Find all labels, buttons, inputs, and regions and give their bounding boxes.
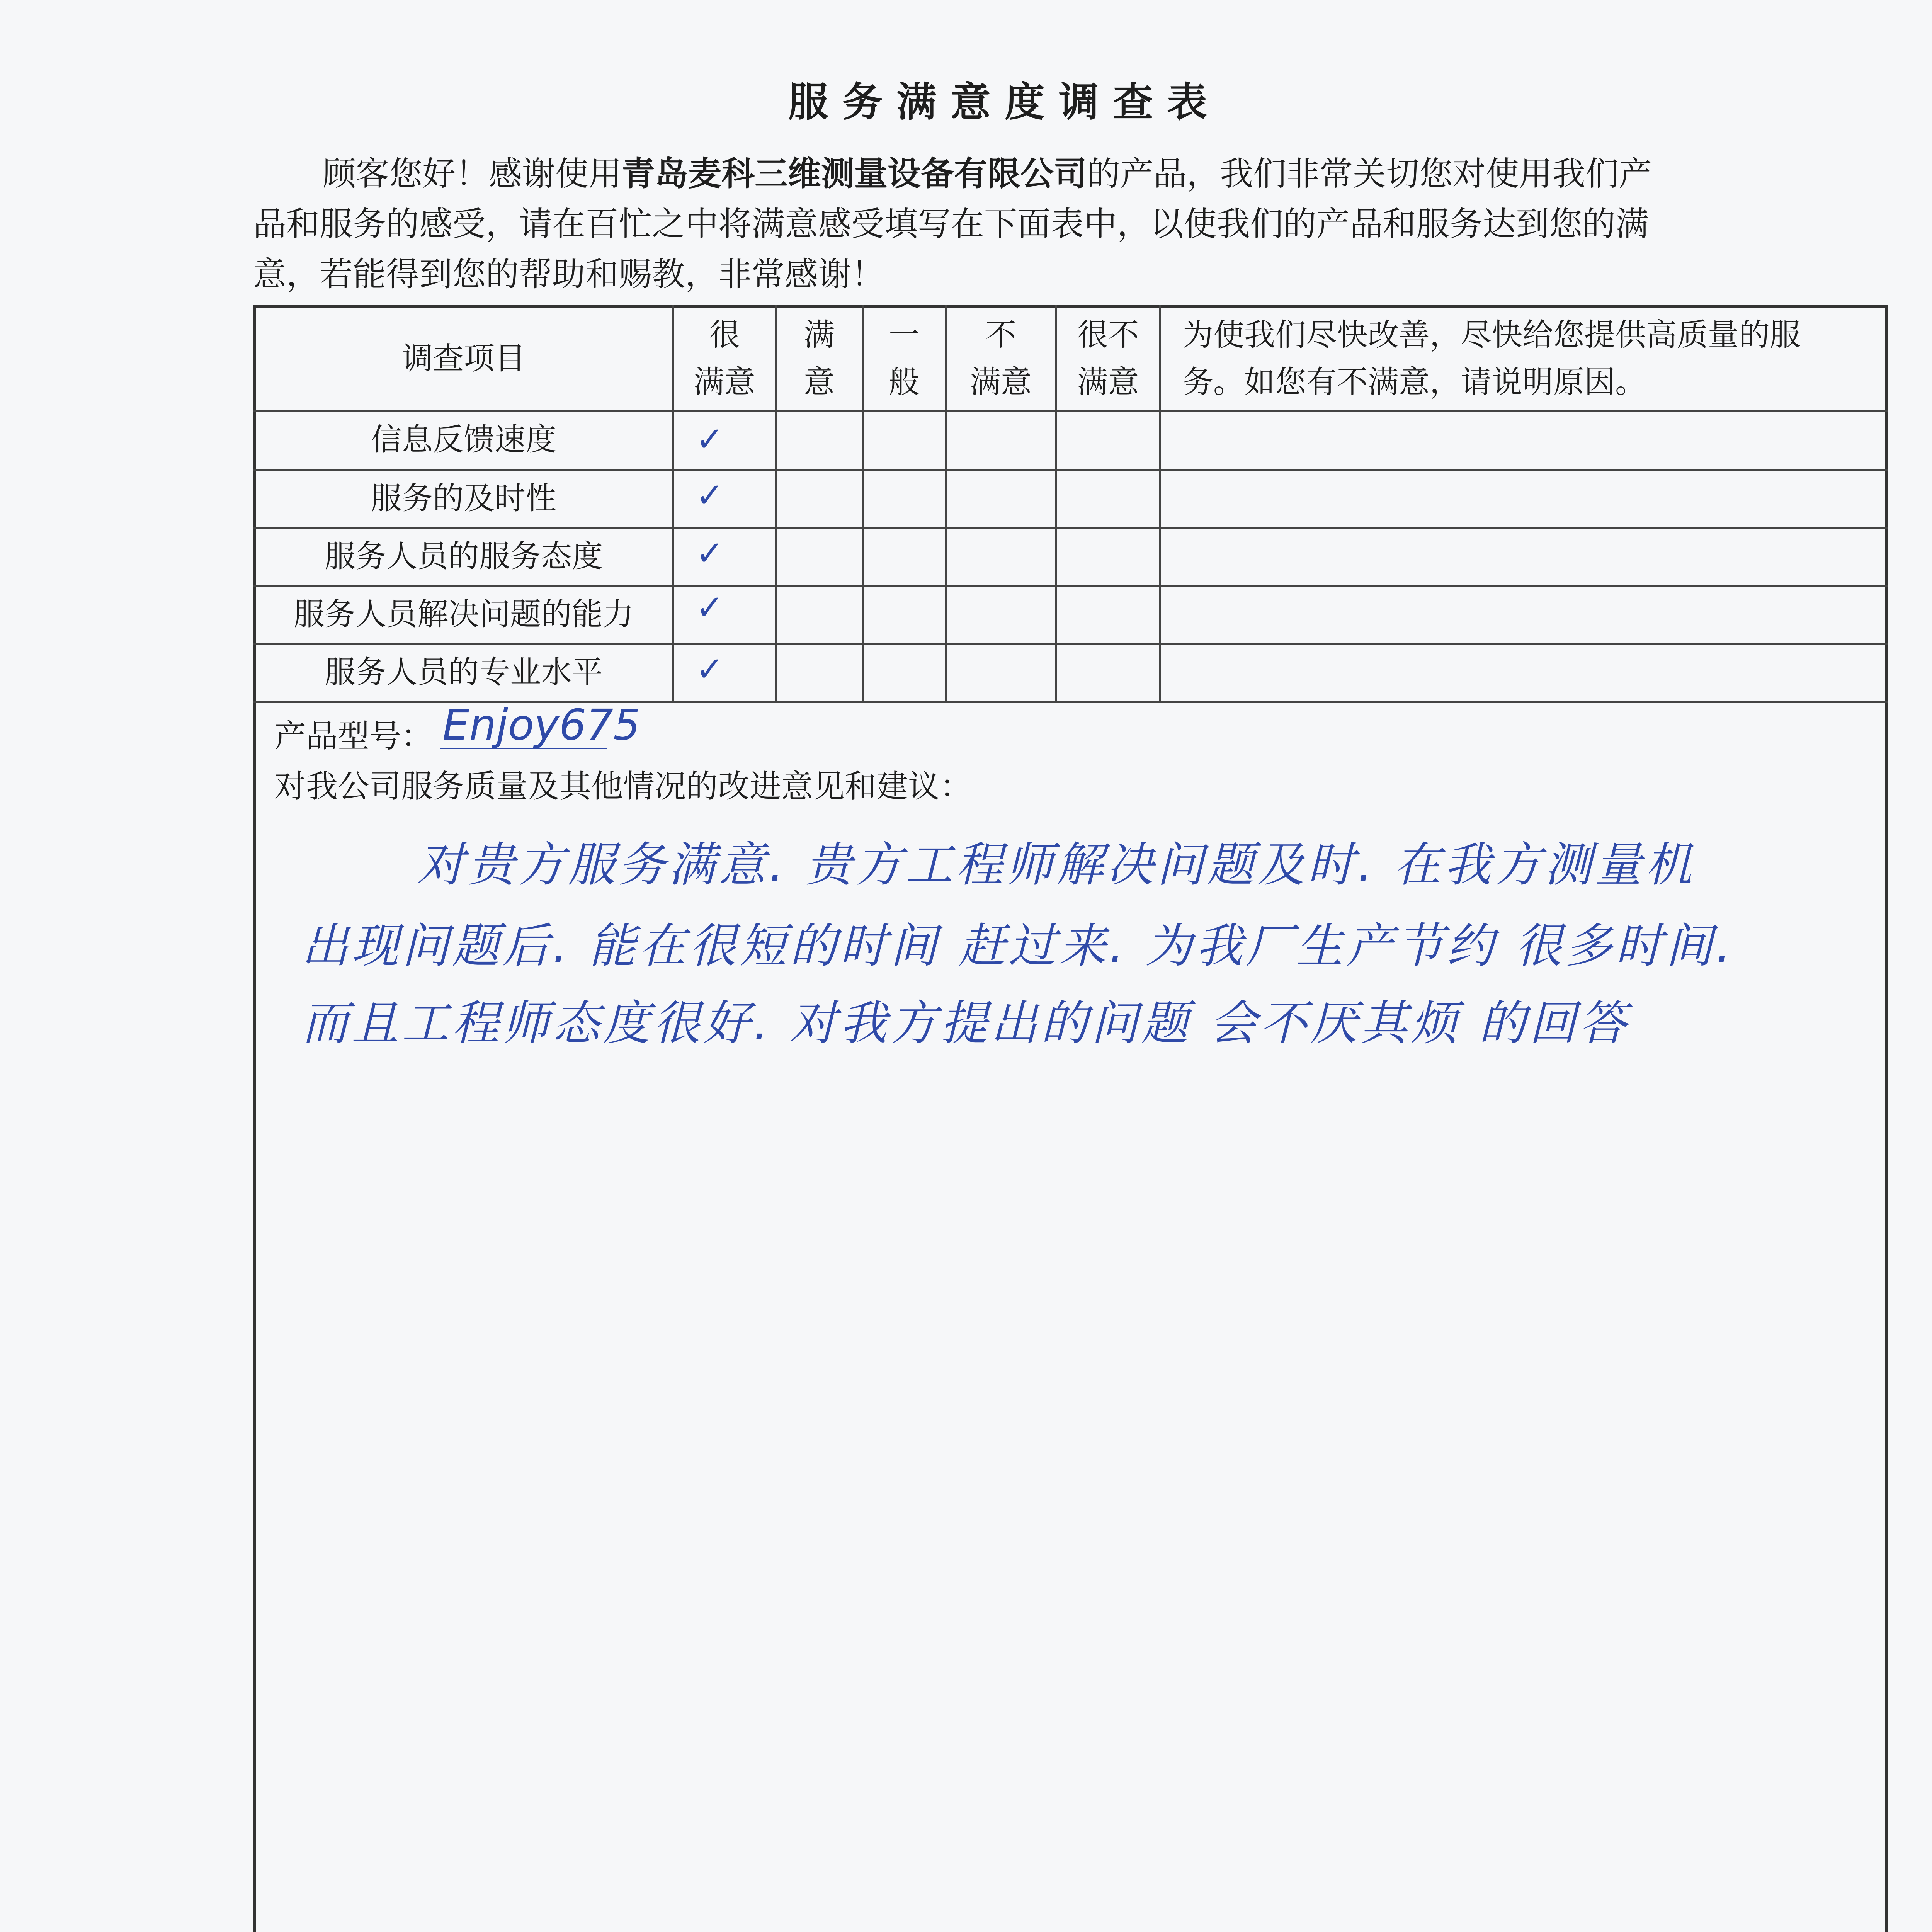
row-item-service-attitude: 服务人员的服务态度: [325, 538, 603, 574]
suggestion-line-1: 对贵方服务满意. 贵方工程师解决问题及时. 在我方测量机: [417, 837, 1696, 892]
header-survey-item: 调查项目: [402, 340, 526, 376]
suggestions-label: 对我公司服务质量及其他情况的改进意见和建议：: [274, 768, 972, 805]
header-average: 一 般: [889, 316, 920, 400]
form-title: 服务满意度调查表: [788, 78, 1221, 126]
row-item-timeliness: 服务的及时性: [371, 480, 556, 516]
suggestion-line-3: 而且工程师态度很好. 对我方提出的问题 会不厌其烦 的回答: [301, 996, 1630, 1051]
header-reason: 为使我们尽快改善，尽快给您提供高质量的服 务。如您有不满意，请说明原因。: [1182, 316, 1801, 400]
row-item-problem-solving: 服务人员解决问题的能力: [294, 596, 634, 632]
intro-line-3: 意，若能得到您的帮助和赐教，非常感谢！: [253, 255, 884, 294]
header-very-dissatisfied: 很不 满意: [1077, 316, 1139, 400]
intro-line-1: 顾客您好！感谢使用青岛麦科三维测量设备有限公司的产品，我们非常关切您对使用我们产: [323, 154, 1652, 193]
header-dissatisfied: 不 满意: [970, 316, 1032, 400]
intro-line-2: 品和服务的感受，请在百忙之中将满意感受填写在下面表中，以使我们的产品和服务达到您的满: [253, 205, 1649, 243]
check-icon: ✓: [696, 587, 724, 627]
check-icon: ✓: [696, 533, 724, 573]
suggestion-line-2: 出现问题后. 能在很短的时间 赶过来. 为我厂生产节约 很多时间.: [301, 918, 1734, 973]
company-name: 青岛麦科三维测量设备有限公司: [622, 154, 1087, 193]
check-icon: ✓: [696, 475, 724, 515]
product-model-value: Enjoy675: [442, 700, 641, 750]
header-satisfied: 满 意: [804, 316, 835, 400]
header-very-satisfied: 很 满意: [694, 316, 755, 400]
product-model-label: 产品型号：: [274, 718, 433, 755]
check-icon: ✓: [696, 649, 724, 689]
check-icon: ✓: [696, 419, 724, 459]
row-item-professional-level: 服务人员的专业水平: [325, 654, 603, 690]
row-item-feedback-speed: 信息反馈速度: [371, 421, 556, 457]
